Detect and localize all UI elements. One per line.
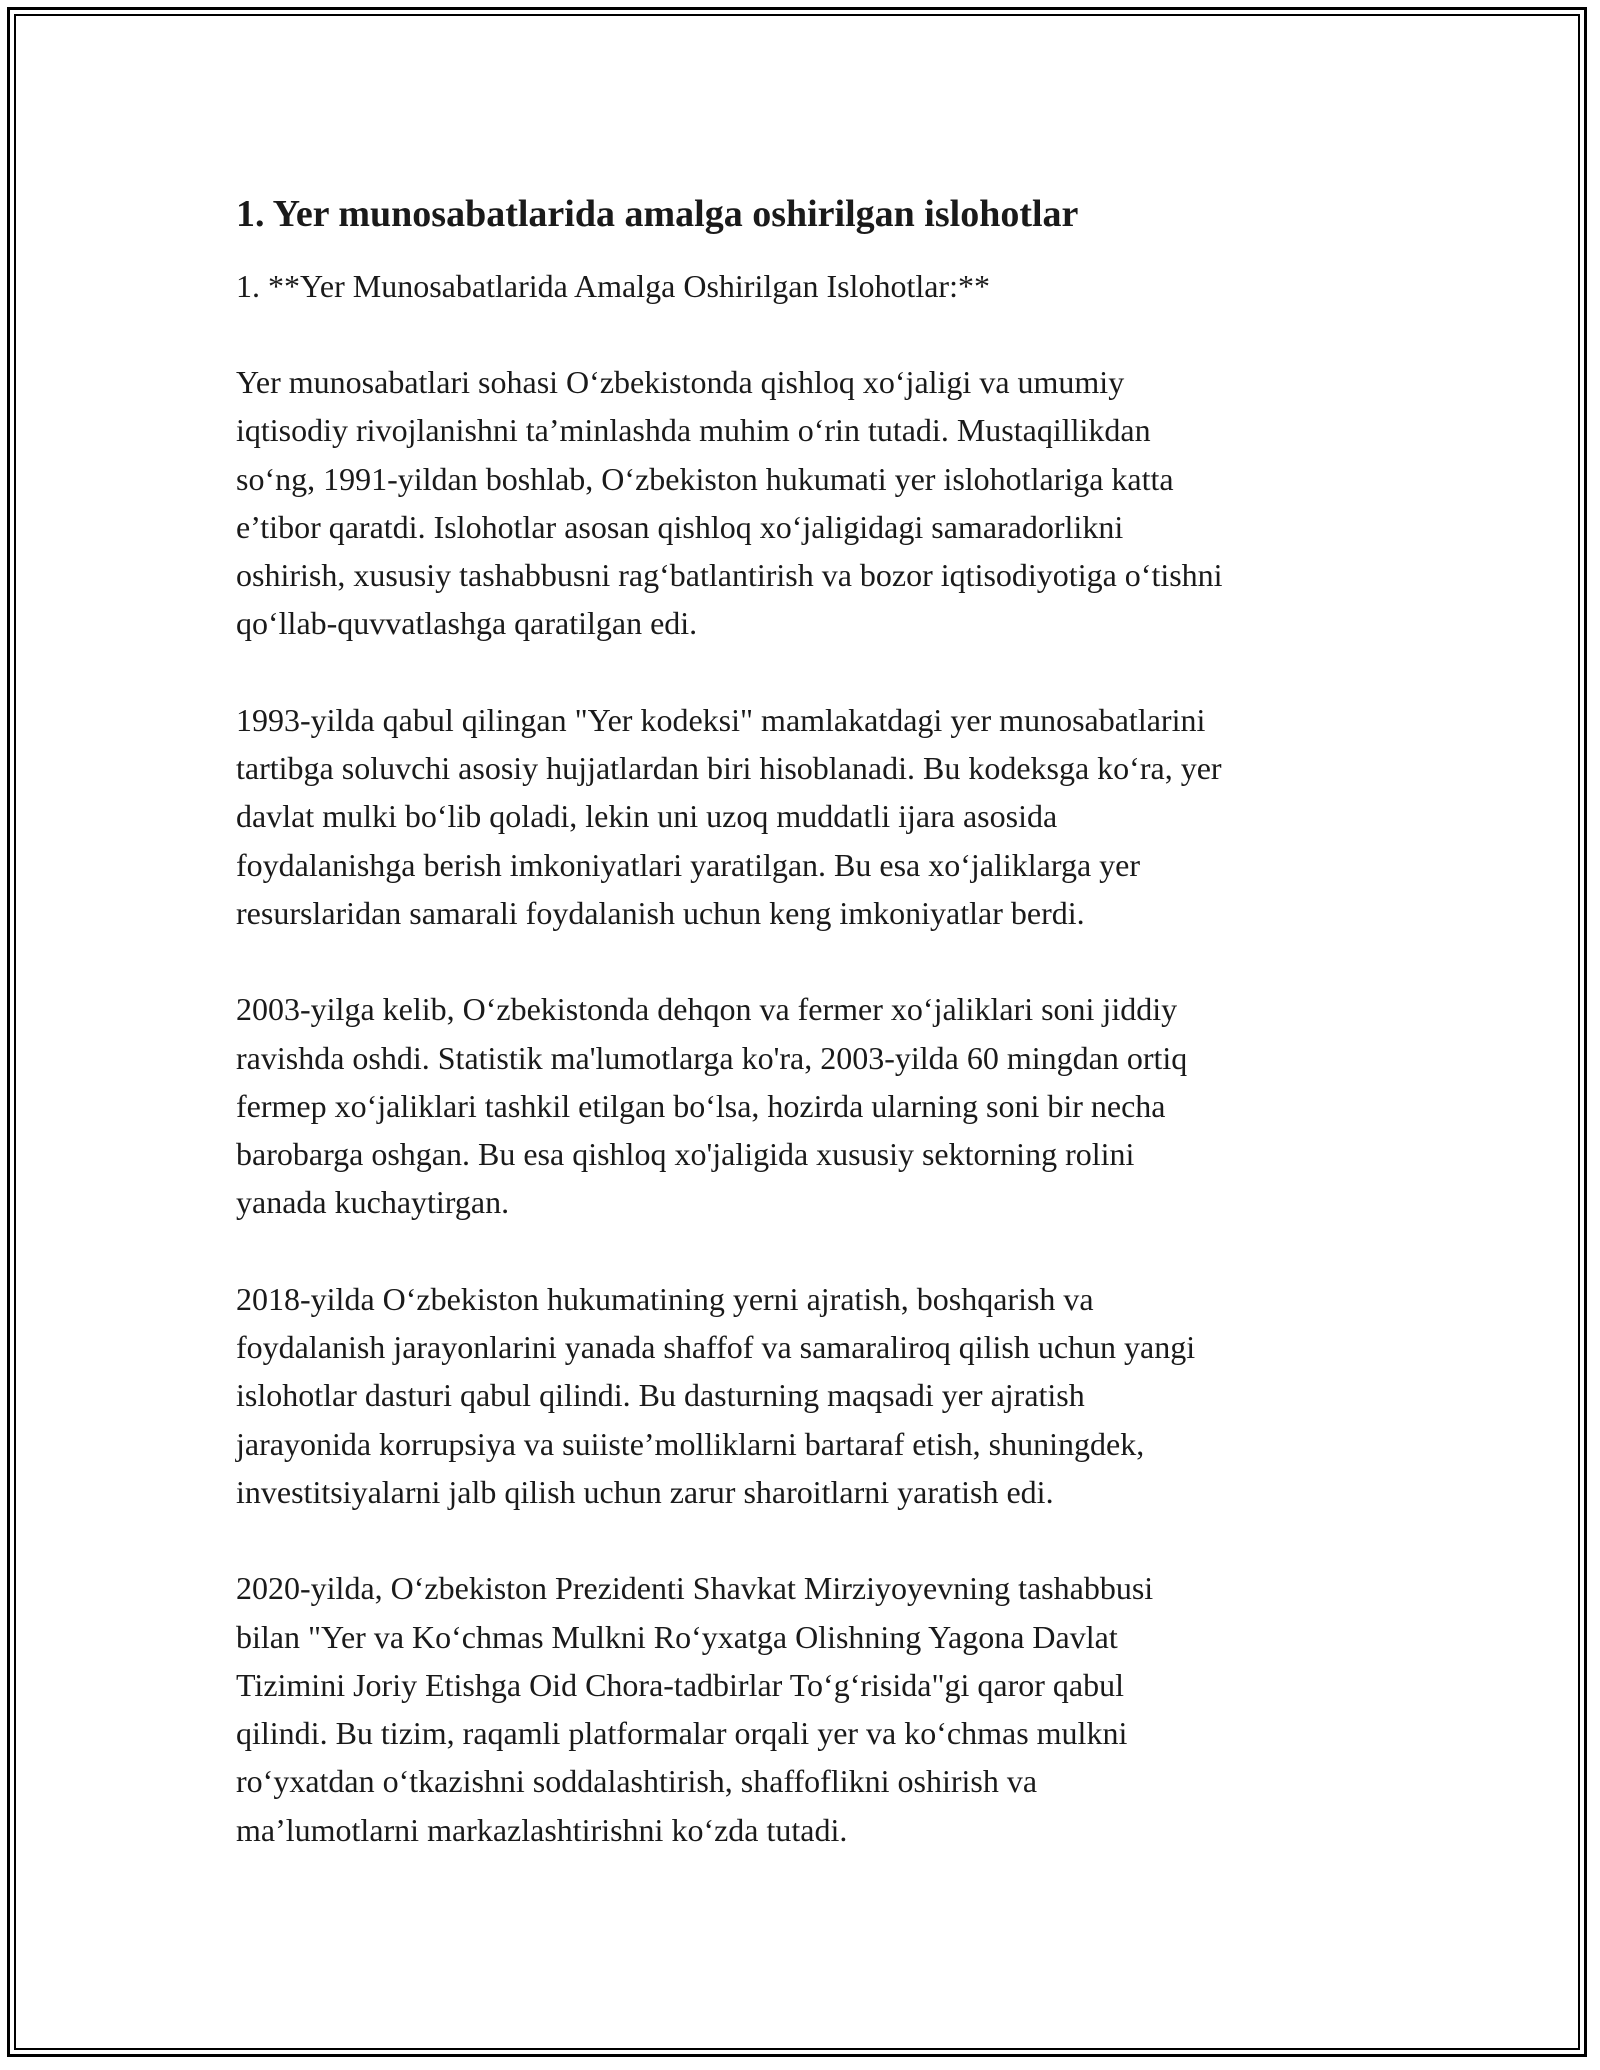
paragraph xyxy=(236,1275,1386,1516)
paragraph-line: resurslaridan samarali foydalanish uchun keng imkoniyatlar berdi. xyxy=(236,894,1085,931)
paragraph-line: jarayonida korrupsiya va suiiste’molliklarni bartaraf etish, shuningdek, xyxy=(236,1425,1145,1462)
paragraph-line: barobarga oshgan. Bu esa qishloq xo'jaligida xususiy sektorning rolini xyxy=(236,1136,1135,1173)
paragraph-line: oshirish, xususiy tashabbusni rag‘batlantirish va bozor iqtisodiyotiga o‘tishni xyxy=(236,557,1223,594)
paragraph xyxy=(236,696,1386,937)
paragraph-line: Yer munosabatlari sohasi O‘zbekistonda qishloq xo‘jaligi va umumiy xyxy=(236,364,1125,400)
paragraph-line: qilindi. Bu tizim, raqamli platformalar orqali yer va ko‘chmas mulkni xyxy=(236,1715,1128,1752)
document-body xyxy=(236,188,1386,1902)
paragraph xyxy=(236,985,1386,1226)
paragraph-line: qo‘llab-quvvatlashga qaratilgan edi. xyxy=(236,605,698,642)
paragraph-line: investitsiyalarni jalb qilish uchun zarur sharoitlarni yaratish edi. xyxy=(236,1473,1054,1510)
paragraph-line: davlat mulki bo‘lib qoladi, lekin uni uzoq muddatli ijara asosida xyxy=(236,798,1058,835)
paragraph-line: 2003-yilga kelib, O‘zbekistonda dehqon va fermer xo‘jaliklari soni jiddiy xyxy=(236,991,1178,1028)
paragraph-line: so‘ng, 1991-yildan boshlab, O‘zbekiston hukumati yer islohotlariga katta xyxy=(236,460,1174,497)
paragraph-line: 2020-yilda, O‘zbekiston Prezidenti Shavkat Mirziyoyevning tashabbusi xyxy=(236,1570,1154,1607)
paragraph-line: Tizimini Joriy Etishga Oid Chora-tadbirlar To‘g‘risida"gi qaror qabul xyxy=(236,1666,1125,1703)
paragraph-line: 2018-yilda O‘zbekiston hukumatining yerni ajratish, boshqarish va xyxy=(236,1280,1094,1317)
paragraph-line: ro‘yxatdan o‘tkazishni soddalashtirish, shaffoflikni oshirish va xyxy=(236,1763,1038,1800)
paragraph-line: tartibga soluvchi asosiy hujjatlardan biri hisoblanadi. Bu kodeksga ko‘ra, yer xyxy=(236,750,1222,787)
paragraph-line: e’tibor qaratdi. Islohotlar asosan qishloq xo‘jaligidagi samaradorlikni xyxy=(236,508,1124,545)
paragraph xyxy=(236,358,1386,648)
paragraph-line: iqtisodiy rivojlanishni ta’minlashda muhim o‘rin tutadi. Mustaqillikdan xyxy=(236,412,1151,449)
paragraph-line: ravishda oshdi. Statistik ma'lumotlarga ko'ra, 2003-yilda 60 mingdan ortiq xyxy=(236,1039,1188,1076)
paragraph-line: islohotlar dasturi qabul qilindi. Bu dasturning maqsadi yer ajratish xyxy=(236,1377,1085,1414)
document-subtitle: 1. **Yer Munosabatlarida Amalga Oshirilgan Islohotlar:** xyxy=(236,268,990,304)
paragraph-line: yanada kuchaytirgan. xyxy=(236,1184,510,1221)
paragraph-list xyxy=(236,358,1386,1854)
paragraph-line: foydalanish jarayonlarini yanada shaffof va samaraliroq qilish uchun yangi xyxy=(236,1329,1196,1366)
paragraph-line: bilan "Yer va Ko‘chmas Mulkni Ro‘yxatga Olishning Yagona Davlat xyxy=(236,1618,1118,1655)
paragraph-line: 1993-yilda qabul qilingan "Yer kodeksi" mamlakatdagi yer munosabatlarini xyxy=(236,701,1206,738)
paragraph-line: ma’lumotlarni markazlashtirishni ko‘zda tutadi. xyxy=(236,1811,848,1848)
paragraph xyxy=(236,1564,1386,1854)
document-title: 1. Yer munosabatlarida amalga oshirilgan islohotlar xyxy=(236,193,1079,235)
paragraph-line: foydalanishga berish imkoniyatlari yaratilgan. Bu esa xo‘jaliklarga yer xyxy=(236,846,1141,883)
paragraph-line: fermep xo‘jaliklari tashkil etilgan bo‘lsa, hozirda ularning soni bir necha xyxy=(236,1087,1166,1124)
